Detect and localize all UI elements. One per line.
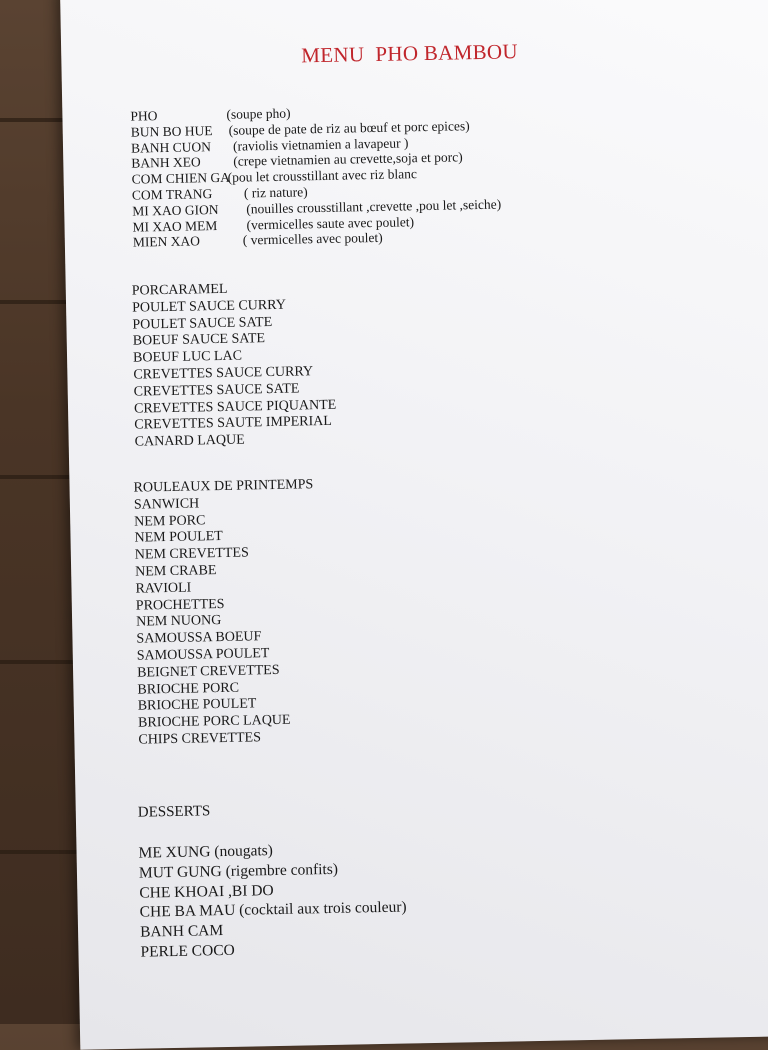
main-dish-item: POULET SAUCE SATE <box>132 314 273 333</box>
soup-description: (soupe pho) <box>226 105 291 122</box>
starter-item: NEM PORC <box>134 512 206 530</box>
starter-item: ROULEAUX DE PRINTEMPS <box>133 477 314 496</box>
dessert-item: ME XUNG (nougats) <box>138 842 274 862</box>
main-dish-item: CREVETTES SAUCE PIQUANTE <box>133 397 337 417</box>
starter-item: NEM POULET <box>134 529 223 547</box>
soup-name: BANH CUON <box>130 138 212 156</box>
main-dish-item: BOEUF LUC LAC <box>132 348 243 366</box>
soup-name: COM TRANG <box>131 186 213 203</box>
mains-section <box>132 280 337 452</box>
table-plank <box>0 850 80 854</box>
soup-name: BANH XEO <box>131 154 201 172</box>
menu-title: MENU PHO BAMBOU <box>301 39 519 68</box>
starter-item: SAMOUSSA BOEUF <box>136 629 262 647</box>
soup-description: (soupe de pate de riz au bœuf et porc epices) <box>228 117 470 138</box>
starter-item: RAVIOLI <box>135 580 192 597</box>
starter-item: BEIGNET CREVETTES <box>136 662 280 681</box>
main-dish-item: CREVETTES SAUTE IMPERIAL <box>134 414 333 434</box>
soup-description: (pou let crousstillant avec riz blanc <box>227 166 418 186</box>
table-plank <box>0 660 80 664</box>
soups-section <box>130 102 502 251</box>
desserts-section <box>138 799 408 963</box>
starter-item: BRIOCHE PORC LAQUE <box>137 712 291 731</box>
starter-item: NEM CRABE <box>135 563 217 580</box>
starter-item: SAMOUSSA POULET <box>136 646 270 664</box>
main-dish-item: POULET SAUCE CURRY <box>131 297 287 316</box>
desserts-heading: DESSERTS <box>137 803 211 821</box>
starters-section <box>133 477 318 749</box>
main-dish-item: CREVETTES SAUCE CURRY <box>133 364 314 383</box>
soup-description: ( vermicelles avec poulet) <box>242 230 383 248</box>
dessert-item: BANH CAM <box>139 922 224 941</box>
soup-description: (vermicelles saute avec poulet) <box>246 213 415 233</box>
starter-item: CHIPS CREVETTES <box>138 730 262 748</box>
starter-item: NEM CREVETTES <box>134 545 249 563</box>
table-plank <box>0 475 80 479</box>
main-dish-item: PORCARAMEL <box>131 281 228 299</box>
starter-item: NEM NUONG <box>136 613 222 631</box>
soup-description: (crepe vietnamien au crevette,soja et porc) <box>233 149 463 170</box>
soup-name: MIEN XAO <box>132 233 201 251</box>
soup-name: PHO <box>130 108 158 124</box>
dessert-item: CHE BA MAU (cocktail aux trois couleur) <box>139 898 407 922</box>
menu-sheet <box>60 0 768 1050</box>
starter-item: SANWICH <box>133 496 200 513</box>
starter-item: BRIOCHE POULET <box>137 696 257 714</box>
soup-description: (nouilles crousstillant ,crevette ,pou let ,seiche) <box>246 196 502 217</box>
soup-description: (raviolis vietnamien a lavapeur ) <box>232 134 409 154</box>
starter-item: PROCHETTES <box>135 596 225 614</box>
main-dish-item: CANARD LAQUE <box>134 432 245 450</box>
dessert-item: CHE KHOAI ,BI DO <box>139 881 274 902</box>
soup-name: MI XAO MEM <box>132 217 218 235</box>
dessert-list <box>138 839 407 963</box>
soup-name: COM CHIEN GA <box>131 169 231 187</box>
soup-name: MI XAO GION <box>132 201 219 219</box>
starter-item: BRIOCHE PORC <box>137 680 240 698</box>
dessert-item: MUT GUNG (rigembre confits) <box>138 860 339 882</box>
main-dish-item: BOEUF SAUCE SATE <box>132 331 266 350</box>
dessert-item: PERLE COCO <box>140 941 235 961</box>
main-dish-item: CREVETTES SAUCE SATE <box>133 381 300 400</box>
soup-description: ( riz nature) <box>243 184 308 201</box>
soup-name: BUN BO HUE <box>130 122 213 140</box>
